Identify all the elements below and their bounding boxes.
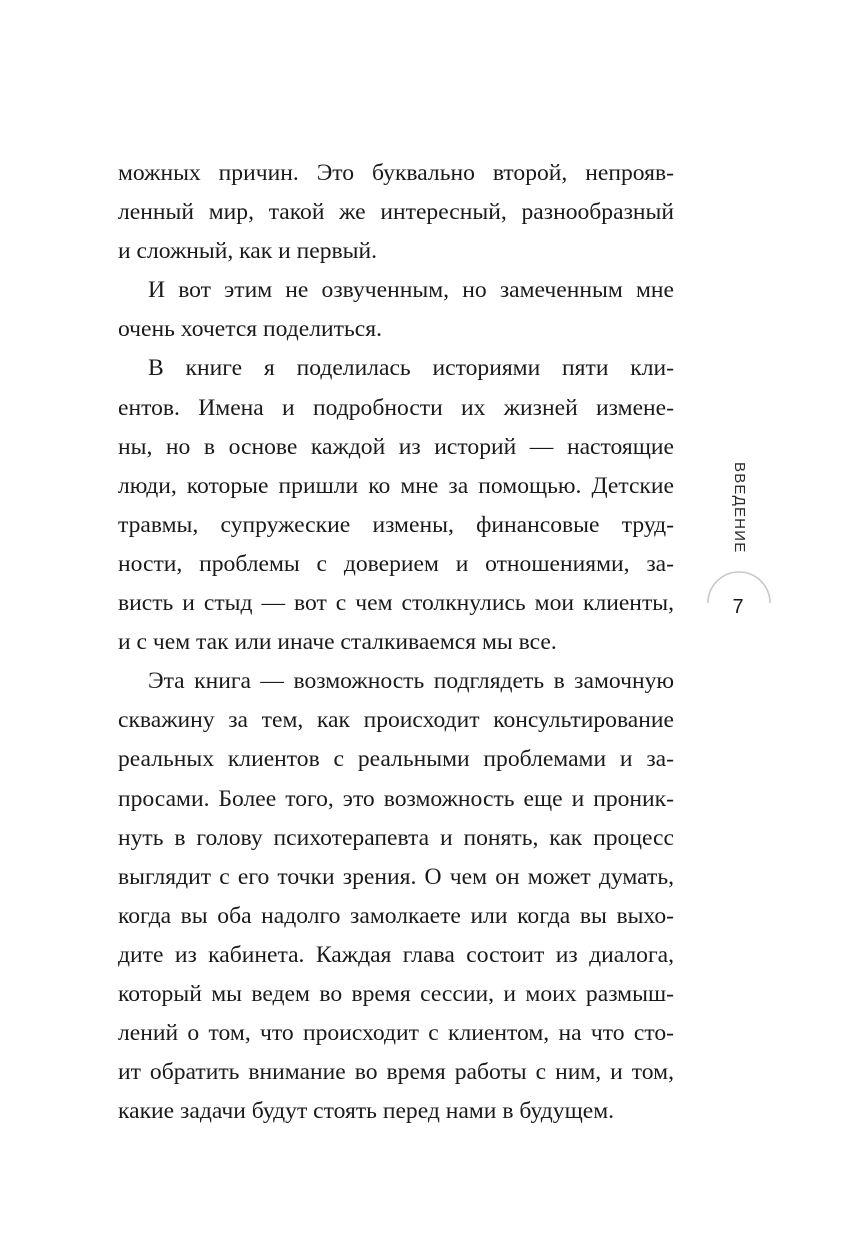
text-line: ны, но в основе каждой из историй — настоящие [118,433,674,460]
page-number: 7 [732,596,744,618]
text-line: дите из кабинета. Каждая глава состоит из диалога, [118,941,674,968]
text-line: выглядит с его точки зрения. О чем он может думать, [118,863,674,890]
text-line: и сложный, как и первый. [118,238,378,265]
text-line: ности, проблемы с доверием и отношениями, за- [118,550,674,577]
text-line: просами. Более того, это возможность еще и проник- [118,785,674,812]
paragraph-first-line: В книге я поделилась историями пяти кли- [148,355,674,382]
text-line: скважину за тем, как происходит консультирование [118,707,674,734]
body-text [118,154,674,1131]
text-line: лений о том, что происходит с клиентом, на что сто- [118,1020,674,1047]
text-line: можных причин. Это буквально второй, непрояв- [118,160,674,186]
text-line: травмы, супружеские измены, финансовые труд- [118,511,674,538]
text-line: реальных клиентов с реальными проблемами и за- [118,746,674,773]
text-line: какие задачи будут стоять перед нами в будущем. [118,1098,615,1125]
text-line: очень хочется поделиться. [118,316,382,343]
text-line: и с чем так или иначе сталкиваемся мы все. [118,629,557,656]
text-line: когда вы оба надолго замолкаете или когда вы выхо- [118,902,674,929]
text-line: ленный мир, такой же интересный, разнообразный [118,199,674,226]
text-line: нуть в голову психотерапевта и понять, как процесс [118,824,674,851]
text-line: висть и стыд — вот с чем столкнулись мои клиенты, [118,590,674,617]
text-line: люди, которые пришли ко мне за помощью. Детские [118,472,674,499]
text-line: ентов. Имена и подробности их жизней измене- [118,394,674,421]
paragraph-first-line: Эта книга — возможность подглядеть в замочную [148,668,674,695]
text-line: который мы ведем во время сессии, и моих размыш- [118,980,674,1007]
running-head: ВВЕДЕНИЕ [731,462,748,554]
text-line: ит обратить внимание во время работы с ним, и том, [118,1059,674,1086]
paragraph-first-line: И вот этим не озвученным, но замеченным мне [148,277,674,304]
